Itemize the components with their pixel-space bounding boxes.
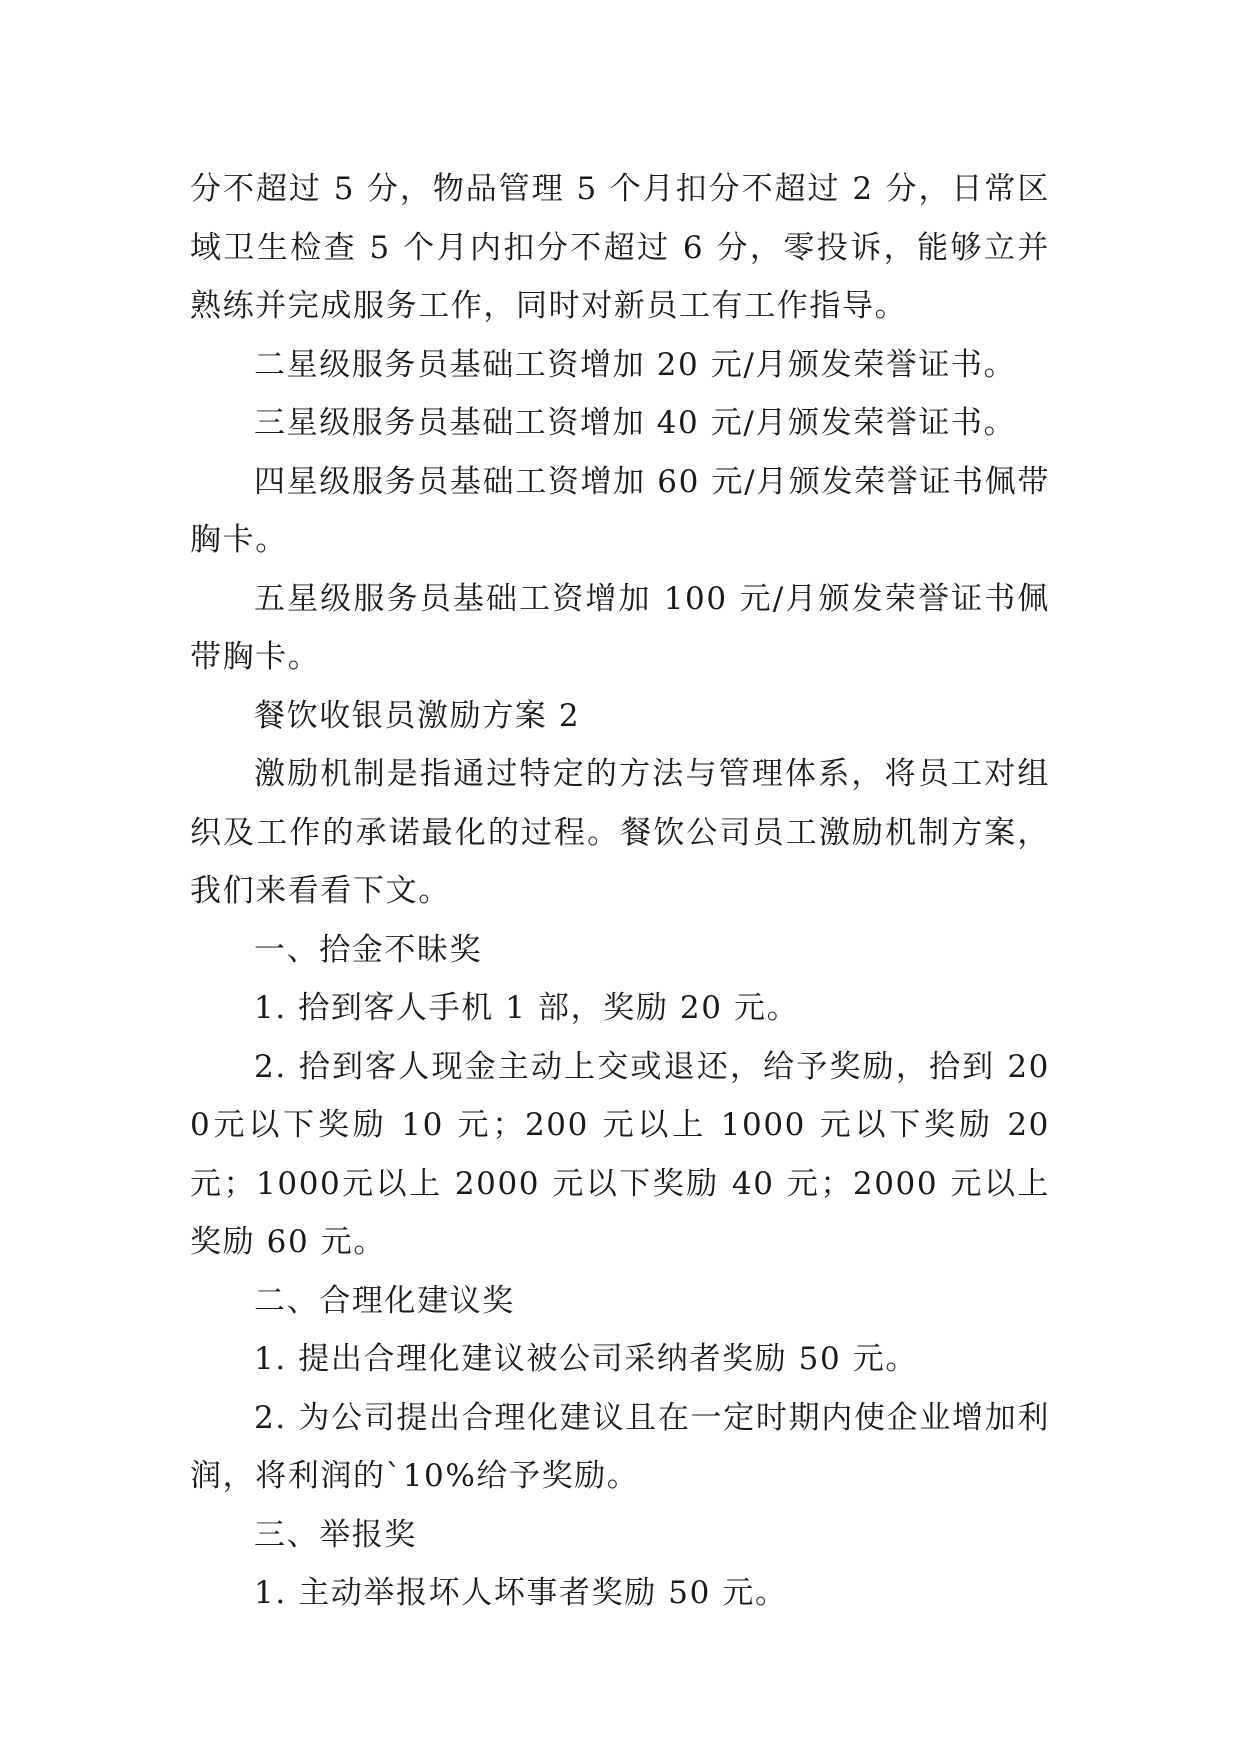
paragraph-continuation: 分不超过 5 分，物品管理 5 个月扣分不超过 2 分，日常区域卫生检查 5 个月内扣分不超过 6 分，零投诉，能够立并熟练并完成服务工作，同时对新员工有工作指导。: [190, 171, 1050, 324]
paragraph-three-star: 三星级服务员基础工资增加 40 元/月颁发荣誉证书。: [254, 405, 1017, 441]
item-report-reward: 1. 主动举报坏人坏事者奖励 50 元。: [254, 1575, 788, 1611]
paragraph-five-star: 五星级服务员基础工资增加 100 元/月颁发荣誉证书佩带胸卡。: [190, 580, 1050, 675]
document-body: [190, 160, 1050, 1623]
paragraph-intro: 激励机制是指通过特定的方法与管理体系，将员工对组织及工作的承诺最化的过程。餐饮公司员工激励机制方案，我们来看看下文。: [190, 756, 1050, 909]
paragraph-four-star: 四星级服务员基础工资增加 60 元/月颁发荣誉证书佩带胸卡。: [190, 463, 1050, 558]
item-cash-reward: 2. 拾到客人现金主动上交或退还，给予奖励，拾到 200元以下奖励 10 元；200 元以上 1000 元以下奖励 20 元；1000元以上 2000 元以下奖励 40 元；2000 元以上奖励 60 元。: [190, 1048, 1050, 1260]
item-suggestion-profit: 2. 为公司提出合理化建议且在一定时期内使企业增加利润，将利润的`10%给予奖励。: [190, 1399, 1050, 1494]
heading-lost-and-found-award: 一、拾金不昧奖: [254, 931, 483, 968]
heading-report-award: 三、举报奖: [254, 1516, 417, 1553]
paragraph-two-star: 二星级服务员基础工资增加 20 元/月颁发荣誉证书。: [254, 346, 1017, 383]
section-heading-plan-2: 餐饮收银员激励方案 2: [254, 697, 581, 734]
item-phone-reward: 1. 拾到客人手机 1 部，奖励 20 元。: [254, 990, 800, 1026]
heading-suggestion-award: 二、合理化建议奖: [254, 1282, 515, 1319]
item-suggestion-adopted: 1. 提出合理化建议被公司采纳者奖励 50 元。: [254, 1341, 918, 1377]
